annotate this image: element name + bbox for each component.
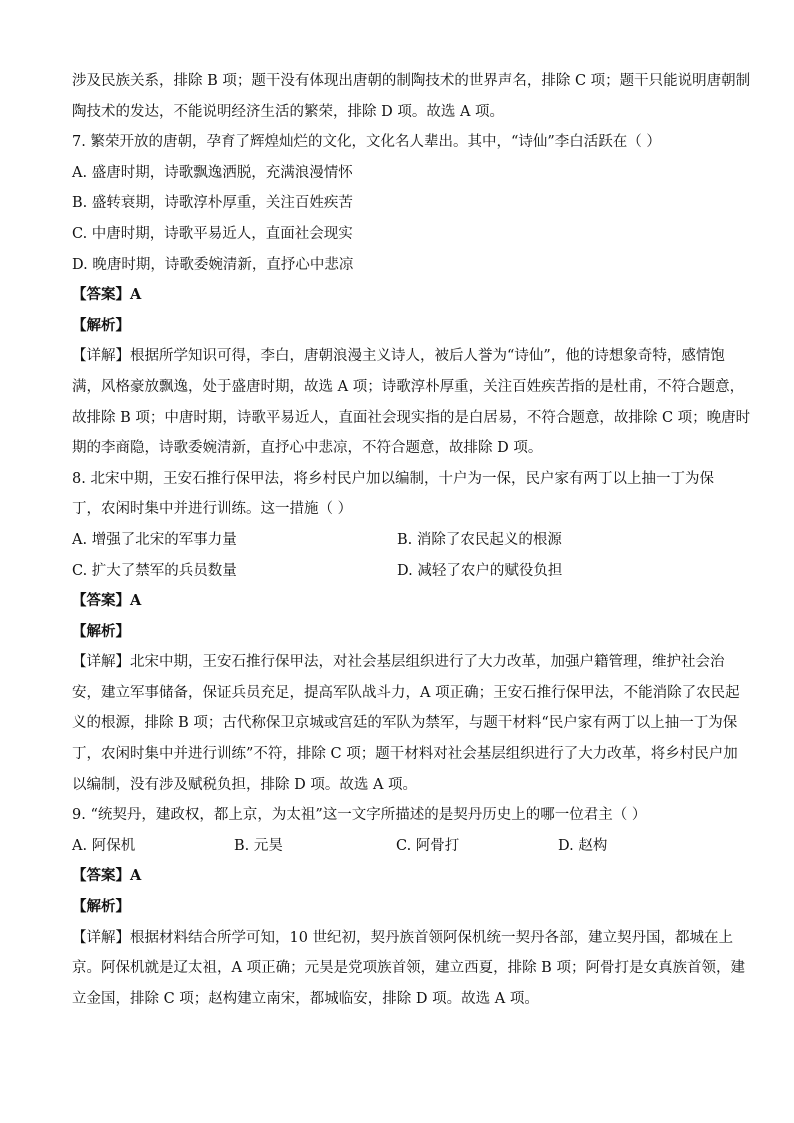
q8-option-b: B. 消除了农民起义的根源 xyxy=(397,531,562,548)
q9-option-b: B. 元昊 xyxy=(234,837,283,854)
document-page xyxy=(72,66,751,1014)
q8-option-a: A. 增强了北宋的军事力量 xyxy=(72,531,237,548)
q7-option-d: D. 晚唐时期，诗歌委婉清新，直抒心中悲凉 xyxy=(72,256,354,273)
q7-detail-line: 故排除 B 项；中唐时期，诗歌平易近人，直面社会现实指的是白居易，不符合题意，故排除 C 项；晚唐时 xyxy=(72,409,751,426)
q8-option-d: D. 减轻了农户的赋役负担 xyxy=(397,562,563,579)
q9-option-c: C. 阿骨打 xyxy=(396,837,460,854)
question-9-stem: 9. “统契丹，建政权，都上京，为太祖”这一文字所描述的是契丹历史上的哪一位君主（ ） xyxy=(72,807,647,824)
q9-options-row xyxy=(72,831,732,862)
q9-option-d: D. 赵构 xyxy=(558,837,608,854)
q7-option-c: C. 中唐时期，诗歌平易近人，直面社会现实 xyxy=(72,225,353,242)
q7-detail-line: 【详解】根据所学知识可得，李白，唐朝浪漫主义诗人，被后人誉为“诗仙”，他的诗想象奇特，感情饱 xyxy=(72,348,725,365)
q8-option-c: C. 扩大了禁军的兵员数量 xyxy=(72,562,237,579)
q8-options-row xyxy=(72,556,732,587)
q8-detail-line: 安，建立军事储备，保证兵员充足，提高军队战斗力，A 项正确；王安石推行保甲法，不能消除了农民起 xyxy=(72,684,740,701)
q8-options-row xyxy=(72,525,732,556)
q8-detail-line: 丁，农闲时集中并进行训练”不符，排除 C 项；题干材料对社会基层组织进行了大力改革，将乡村民户加 xyxy=(72,746,738,763)
q7-option-b: B. 盛转衰期，诗歌淳朴厚重，关注百姓疾苦 xyxy=(72,195,353,212)
intro-line: 陶技术的发达，不能说明经济生活的繁荣，排除 D 项。故选 A 项。 xyxy=(72,103,505,120)
q8-answer: 【答案】A xyxy=(72,592,142,610)
q9-analysis-label: 【解析】 xyxy=(72,898,130,916)
intro-line: 涉及民族关系，排除 B 项；题干没有体现出唐朝的制陶技术的世界声名，排除 C 项；题干只能说明唐朝制 xyxy=(72,73,751,89)
q7-analysis-label: 【解析】 xyxy=(72,316,130,334)
question-8-stem: 丁，农闲时集中并进行训练。这一措施（ ） xyxy=(72,501,353,518)
q9-detail-line: 【详解】根据材料结合所学可知，10 世纪初，契丹族首领阿保机统一契丹各部，建立契丹国，都城在上 xyxy=(72,929,734,946)
q7-detail-line: 期的李商隐，诗歌委婉清新，直抒心中悲凉，不符合题意，故排除 D 项。 xyxy=(72,440,543,457)
q9-detail-line: 立金国，排除 C 项；赵构建立南宋，都城临安，排除 D 项。故选 A 项。 xyxy=(72,990,539,1007)
q7-option-a: A. 盛唐时期，诗歌飘逸洒脱，充满浪漫情怀 xyxy=(72,164,353,181)
q8-detail-line: 义的根源，排除 B 项；古代称保卫京城或宫廷的军队为禁军，与题干材料“民户家有两丁以上抽一丁为保 xyxy=(72,715,738,732)
q8-analysis-label: 【解析】 xyxy=(72,622,130,640)
q8-detail-line: 【详解】北宋中期，王安石推行保甲法，对社会基层组织进行了大力改革，加强户籍管理，维护社会治 xyxy=(72,654,725,671)
q9-answer: 【答案】A xyxy=(72,867,142,885)
q9-detail-line: 京。阿保机就是辽太祖，A 项正确；元昊是党项族首领，建立西夏，排除 B 项；阿骨打是女真族首领，建 xyxy=(72,960,745,977)
q9-option-a: A. 阿保机 xyxy=(72,837,136,854)
q8-detail-line: 以编制，没有涉及赋税负担，排除 D 项。故选 A 项。 xyxy=(72,776,418,793)
question-8-stem: 8. 北宋中期，王安石推行保甲法，将乡村民户加以编制，十户为一保，民户家有两丁以上抽一丁为保 xyxy=(72,470,714,487)
q7-detail-line: 满，风格豪放飘逸，处于盛唐时期，故选 A 项；诗歌淳朴厚重，关注百姓疾苦指的是杜甫，不符合题意， xyxy=(72,378,745,395)
question-7-stem: 7. 繁荣开放的唐朝，孕育了辉煌灿烂的文化，文化名人辈出。其中，“诗仙”李白活跃在（ ） xyxy=(72,134,661,151)
q7-answer: 【答案】A xyxy=(72,286,142,304)
